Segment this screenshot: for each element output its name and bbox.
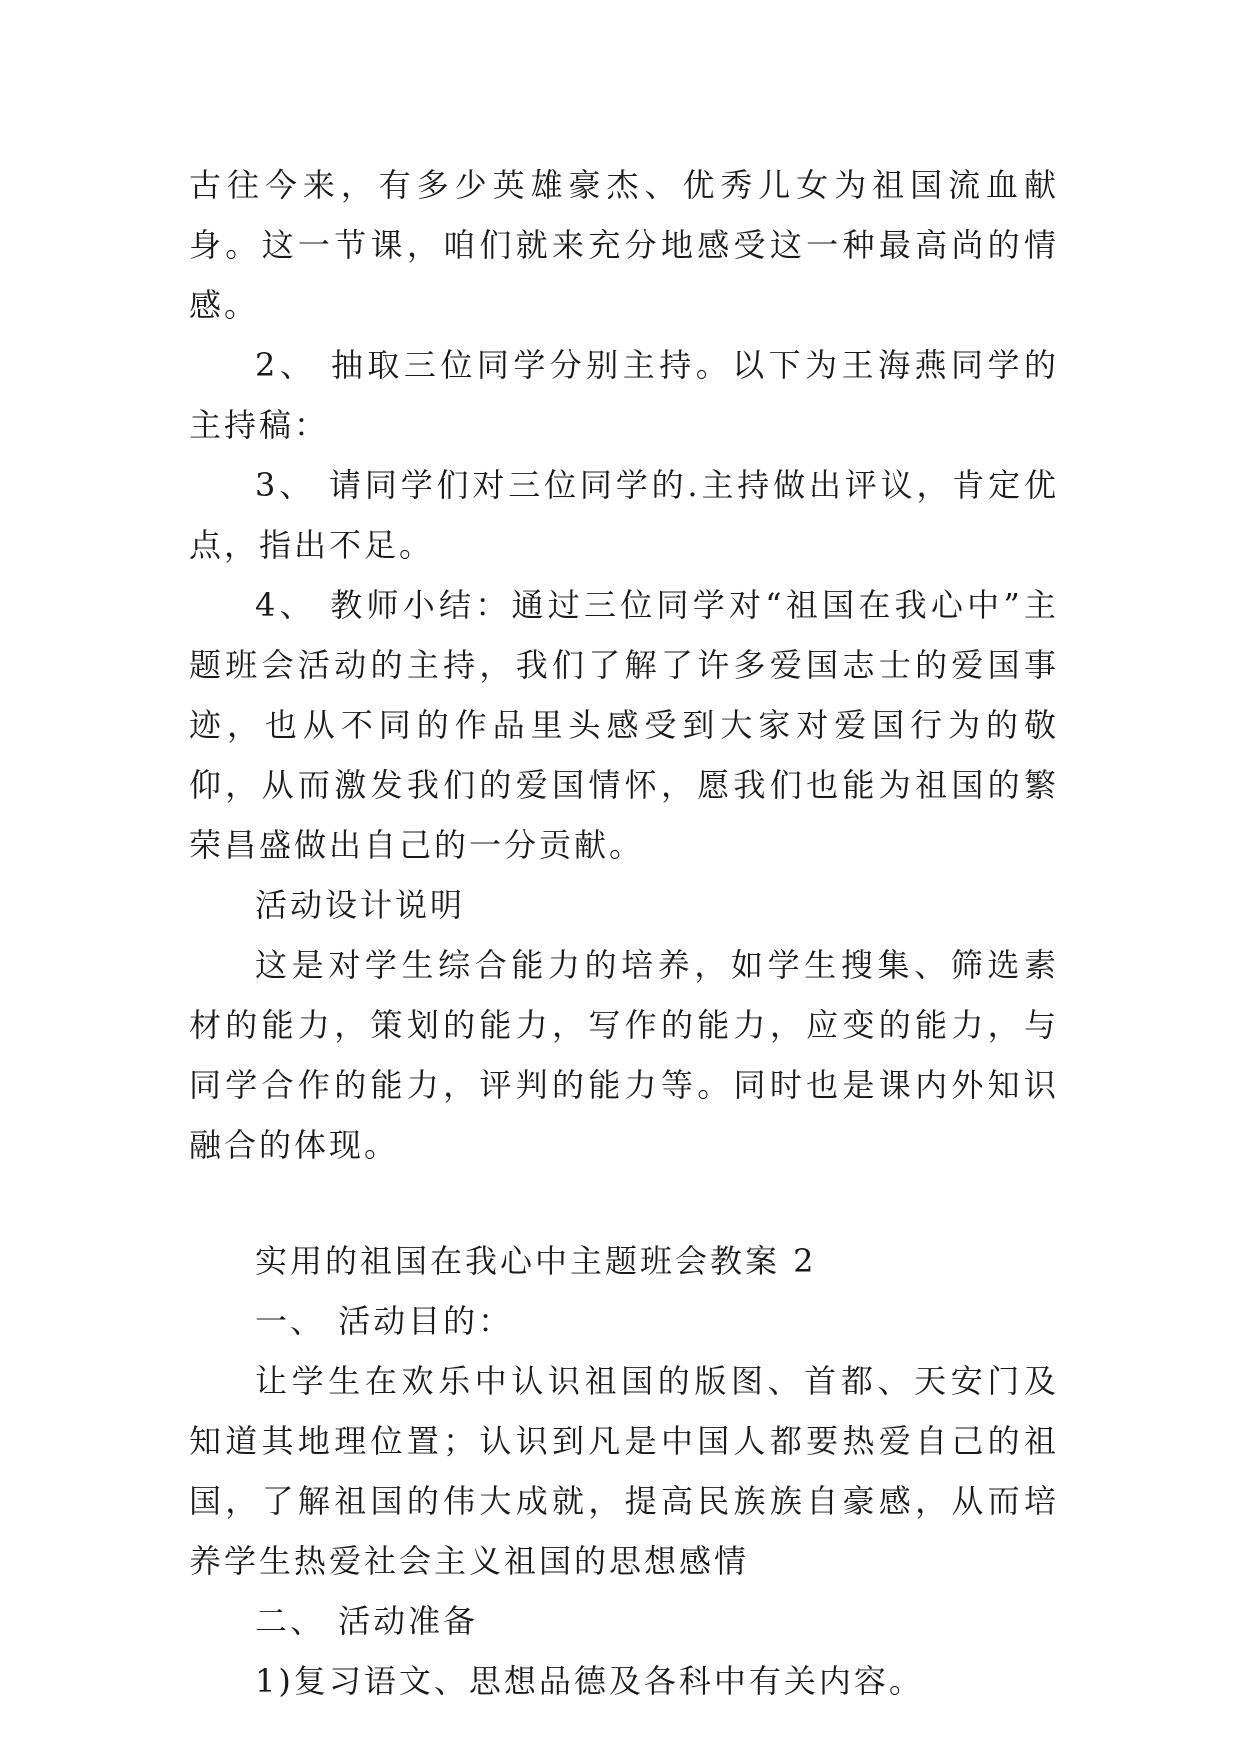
document-body: [189, 155, 1059, 1711]
section-heading-design-notes: 活动设计说明: [255, 886, 466, 924]
paragraph-step-3: 3、 请同学们对三位同学的.主持做出评议，肯定优点，指出不足。: [189, 466, 1059, 564]
paragraph-design-notes: 这是对学生综合能力的培养，如学生搜集、筛选素材的能力，策划的能力，写作的能力，应变的能力，与同学合作的能力，评判的能力等。同时也是课内外知识融合的体现。: [189, 946, 1059, 1164]
section-heading-objectives: 一、 活动目的：: [255, 1302, 514, 1340]
paragraph-preparation-item-1: 1)复习语文、思想品德及各科中有关内容。: [255, 1662, 924, 1700]
paragraph-step-4: 4、 教师小结：通过三位同学对“祖国在我心中”主题班会活动的主持，我们了解了许多爱国志士的爱国事迹，也从不同的作品里头感受到大家对爱国行为的敬仰，从而激发我们的爱国情怀，愿我们也能为祖国的繁荣昌盛做出自己的一分贡献。: [189, 586, 1059, 864]
lesson-plan-2-title: 实用的祖国在我心中主题班会教案 2: [255, 1242, 817, 1280]
paragraph-intro-continuation: 古往今来，有多少英雄豪杰、优秀儿女为祖国流血献身。这一节课，咱们就来充分地感受这一种最高尚的情感。: [189, 166, 1059, 324]
paragraph-objectives: 让学生在欢乐中认识祖国的版图、首都、天安门及知道其地理位置；认识到凡是中国人都要热爱自己的祖国，了解祖国的伟大成就，提高民族族自豪感，从而培养学生热爱社会主义祖国的思想感情: [189, 1362, 1059, 1580]
section-heading-preparation: 二、 活动准备: [255, 1602, 479, 1640]
paragraph-step-2: 2、 抽取三位同学分别主持。以下为王海燕同学的主持稿：: [189, 346, 1059, 444]
section-spacer: [189, 1175, 1059, 1231]
